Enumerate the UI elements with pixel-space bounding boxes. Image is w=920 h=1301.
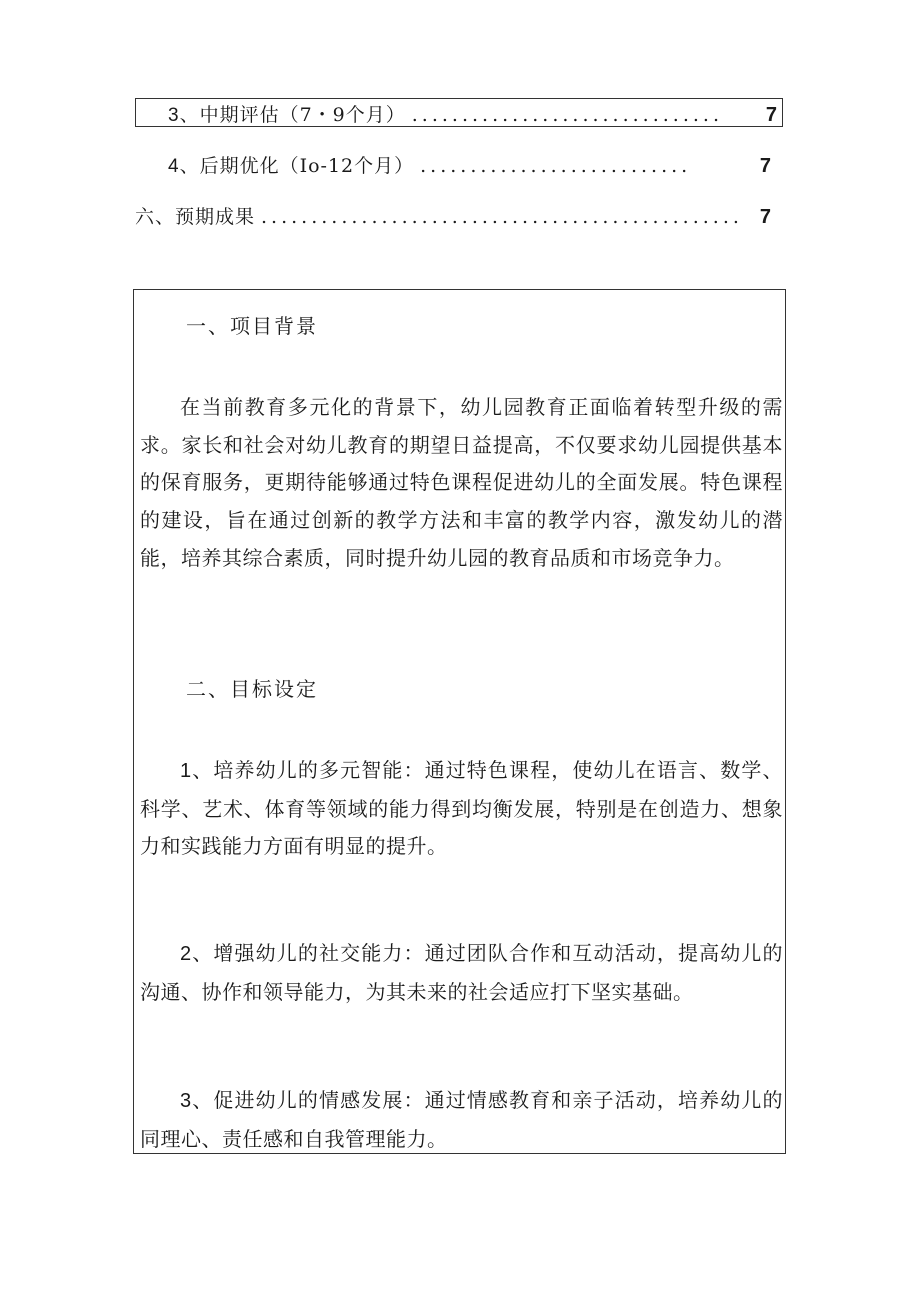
toc-entry-title: 六、预期成果 — [135, 206, 256, 228]
goal-text: 、培养幼儿的多元智能：通过特色课程，使幼儿在语言、数学、科学、艺术、体育等领域的能力得到均衡发展，特别是在创造力、想象力和实践能力方面有明显的提升。 — [140, 758, 783, 859]
section-heading-goals: 二、目标设定 — [186, 677, 318, 701]
toc-page-number: 7 — [759, 206, 772, 228]
toc-page-number: 7 — [759, 155, 772, 177]
goal-text: 、增强幼儿的社交能力：通过团队合作和互动活动，提高幼儿的沟通、协作和领导能力，为其未来的社会适应打下坚实基础。 — [140, 941, 783, 1004]
toc-dot-leader: ................................................ — [261, 206, 743, 228]
goal-text: 、促进幼儿的情感发展：通过情感教育和亲子活动，培养幼儿的同理心、责任感和自我管理能力。 — [140, 1088, 783, 1151]
toc-dot-leader: ............................... — [411, 104, 723, 126]
background-paragraph: 在当前教育多元化的背景下，幼儿园教育正面临着转型升级的需求。家长和社会对幼儿教育的期望日益提高，不仅要求幼儿园提供基本的保育服务，更期待能够通过特色课程促进幼儿的全面发展。特色课程的建设，旨在通过创新的教学方法和丰富的教学内容，激发幼儿的潜能，培养其综合素质，同时提升幼儿园的教育品质和市场竞争力。 — [140, 395, 783, 570]
toc-entry-midterm-evaluation[interactable] — [168, 100, 778, 127]
goal-number: 3 — [180, 1090, 192, 1112]
toc-entry-title: 、中期评估（7・9个月） — [179, 104, 406, 126]
toc-dot-leader: ........................... — [420, 155, 692, 177]
goal-number: 1 — [180, 760, 192, 782]
section-heading-background: 一、项目背景 — [186, 314, 318, 338]
toc-entry-expected-results[interactable] — [135, 202, 772, 229]
toc-page-number: 7 — [765, 104, 778, 126]
toc-entry-late-optimization[interactable] — [168, 151, 772, 178]
goal-number: 2 — [180, 943, 192, 965]
goal-item-multiple-intelligence — [140, 752, 783, 866]
toc-entry-title: 、后期优化（Io-12个月） — [179, 155, 415, 177]
toc-entry-number: 3 — [168, 105, 180, 126]
goal-item-emotional-development — [140, 1082, 783, 1158]
toc-entry-number: 4 — [168, 156, 180, 177]
goal-item-social-skills — [140, 935, 783, 1011]
